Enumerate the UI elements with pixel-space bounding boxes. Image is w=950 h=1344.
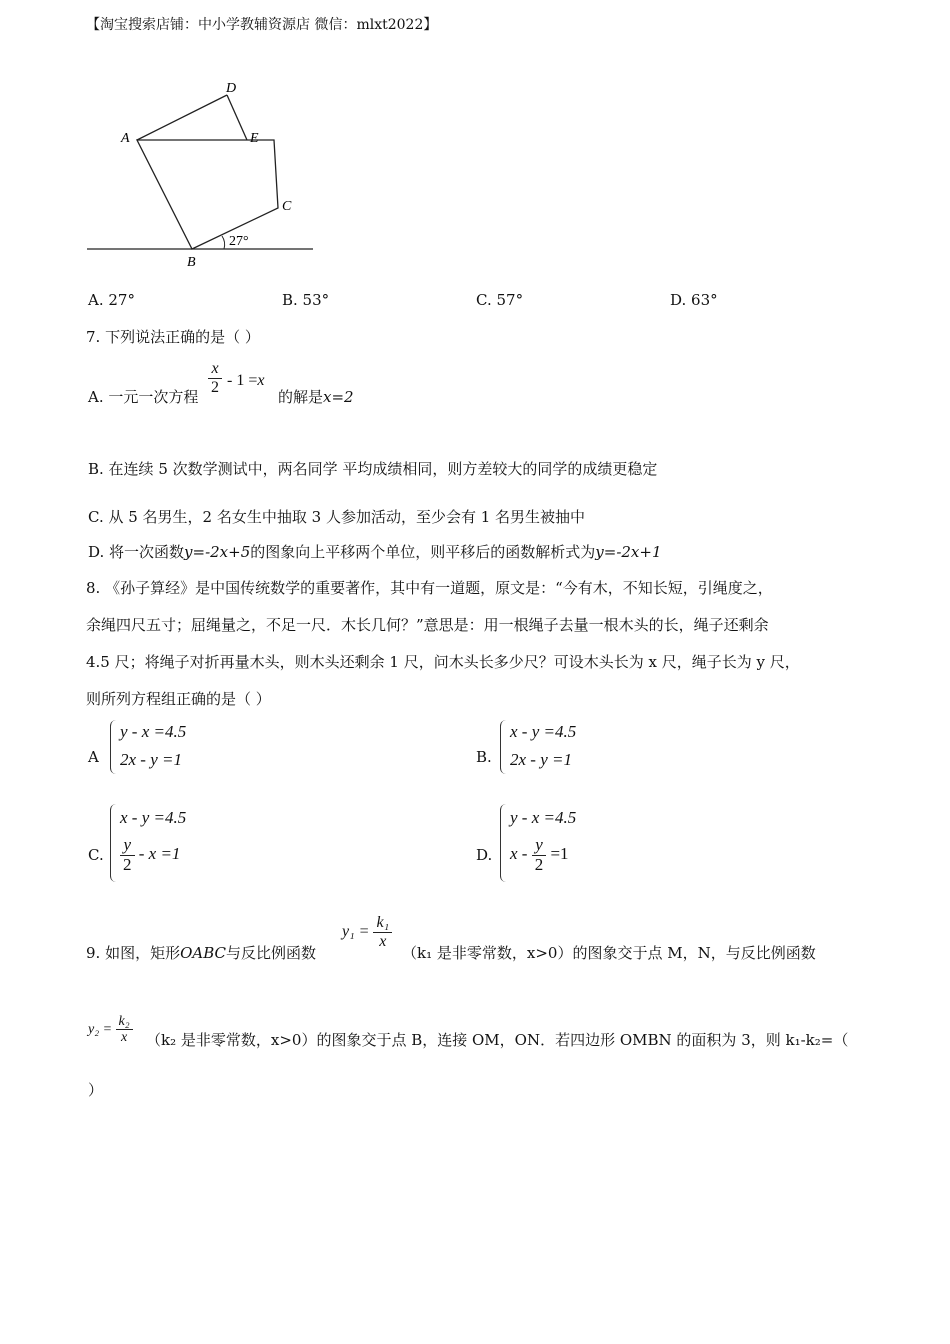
label-e: E — [250, 131, 259, 146]
geometry-figure — [80, 72, 330, 272]
q7-d-func1: y=-2x+5 — [184, 543, 251, 561]
q7-eq-op: - 1 = — [227, 372, 258, 389]
q7-a-suffix-text: 的解是 — [278, 388, 324, 406]
q8-c-frac-den: 2 — [123, 854, 132, 874]
q8-option-a-system — [110, 720, 220, 774]
q9-y2: y₂ = — [88, 1021, 113, 1037]
q7-option-a-eq — [227, 372, 264, 390]
q8-c-eq2-rest: - x =1 — [138, 844, 181, 864]
q7-d-func2: y=-2x+1 — [595, 543, 662, 561]
q9-x1: x — [379, 932, 387, 950]
q8-c-eq2 — [120, 836, 180, 874]
q9-x2: x — [120, 1030, 128, 1046]
angle-arc — [222, 236, 225, 249]
q7-option-a-prefix: A. 一元一次方程 — [88, 388, 199, 406]
q6-option-a: A. 27° — [88, 291, 135, 309]
q8-option-b-label: B. — [476, 748, 492, 766]
q8-line-4: 则所列方程组正确的是（ ） — [86, 690, 271, 708]
q8-d-eq1: y - x =4.5 — [510, 808, 577, 827]
label-b: B — [187, 255, 196, 270]
q7-stem: 7. 下列说法正确的是（ ） — [86, 328, 260, 346]
label-d: D — [226, 81, 237, 96]
quadrilateral-abce — [137, 140, 278, 249]
q8-b-eq1: x - y =4.5 — [510, 722, 577, 741]
q7-frac-num: x — [208, 360, 222, 379]
angle-label: 27° — [229, 234, 249, 249]
q6-option-b: B. 53° — [282, 291, 330, 309]
q7-option-c: C. 从 5 名男生，2 名女生中抽取 3 人参加活动，至少会有 1 名男生被抽中 — [88, 508, 586, 526]
q9-function-y1 — [342, 914, 392, 950]
q8-c-eq1: x - y =4.5 — [120, 808, 187, 827]
q7-d-prefix: D. 将一次函数 — [88, 543, 185, 561]
q8-option-b-system — [500, 720, 610, 774]
q8-c-frac-num: y — [120, 836, 135, 856]
label-a: A — [121, 131, 130, 146]
q9-line-2: （k₂ 是非零常数，x>0）的图象交于点 B，连接 OM，ON．若四边形 OMBN 的面积为 3，则 k₁-k₂=（ — [146, 1031, 849, 1049]
q8-d-eq2-pre: x - — [510, 844, 528, 864]
q8-d-frac-num: y — [532, 836, 547, 856]
q9-function-y2 — [88, 1014, 133, 1046]
q9-mid: 与反比例函数 — [226, 944, 317, 962]
q7-d-mid: 的图象向上平移两个单位，则平移后的函数解析式为 — [250, 543, 596, 561]
q8-option-c-label: C. — [88, 846, 104, 864]
q8-d-frac-den: 2 — [534, 854, 544, 874]
q7-eq-var: x — [257, 372, 265, 389]
q8-option-c-system — [110, 804, 220, 882]
q8-line-1: 8. 《孙子算经》是中国传统数学的重要著作，其中有一道题，原文是：“今有木，不知长短，引绳度之， — [86, 579, 773, 597]
q6-option-d: D. 63° — [670, 291, 718, 309]
q7-frac-den: 2 — [211, 378, 219, 396]
q9-y1: y₁ = — [342, 923, 370, 941]
q9-prefix: 9. 如图，矩形 — [86, 944, 181, 962]
brace — [110, 720, 117, 774]
q7-option-a-suffix — [278, 386, 354, 407]
q8-b-eq2: 2x - y =1 — [510, 750, 572, 769]
q9-line-3: ） — [88, 1081, 104, 1099]
segment-de — [227, 95, 247, 140]
q9-line-1-prefix — [86, 942, 316, 963]
q9-k1: k₁ — [373, 914, 392, 933]
label-c: C — [282, 199, 292, 214]
segment-ad — [137, 95, 227, 140]
q7-a-solution: x=2 — [323, 388, 354, 406]
q6-option-c: C. 57° — [476, 291, 524, 309]
q7-option-a-fraction — [208, 360, 222, 396]
brace — [500, 804, 507, 882]
q8-d-eq2 — [510, 836, 569, 874]
brace — [500, 720, 507, 774]
q8-line-2: 余绳四尺五寸；屈绳量之，不足一尺．木长几何？”意思是：用一根绳子去量一根木头的长，绳子还剩余 — [86, 616, 769, 634]
brace — [110, 804, 117, 882]
q7-option-d — [88, 541, 662, 562]
q8-option-a-label: A — [88, 748, 99, 766]
q8-option-d-system — [500, 804, 610, 882]
q9-line-1-rest: （k₁ 是非零常数，x>0）的图象交于点 M，N，与反比例函数 — [402, 944, 816, 962]
q9-oabc: OABC — [180, 944, 227, 962]
q8-option-d-label: D. — [476, 846, 493, 864]
q8-a-eq2: 2x - y =1 — [120, 750, 182, 769]
q8-line-3: 4.5 尺；将绳子对折再量木头，则木头还剩余 1 尺，问木头长多少尺？可设木头长为 x 尺，绳子长为 y 尺， — [86, 653, 800, 671]
q9-k2: k₂ — [116, 1014, 133, 1030]
q8-a-eq1: y - x =4.5 — [120, 722, 187, 741]
q8-d-eq2-rest: =1 — [550, 844, 569, 864]
page-header: 【淘宝搜索店铺：中小学教辅资源店 微信：mlxt2022】 — [86, 17, 438, 33]
q7-option-b: B. 在连续 5 次数学测试中，两名同学 平均成绩相同，则方差较大的同学的成绩更稳定 — [88, 460, 658, 478]
